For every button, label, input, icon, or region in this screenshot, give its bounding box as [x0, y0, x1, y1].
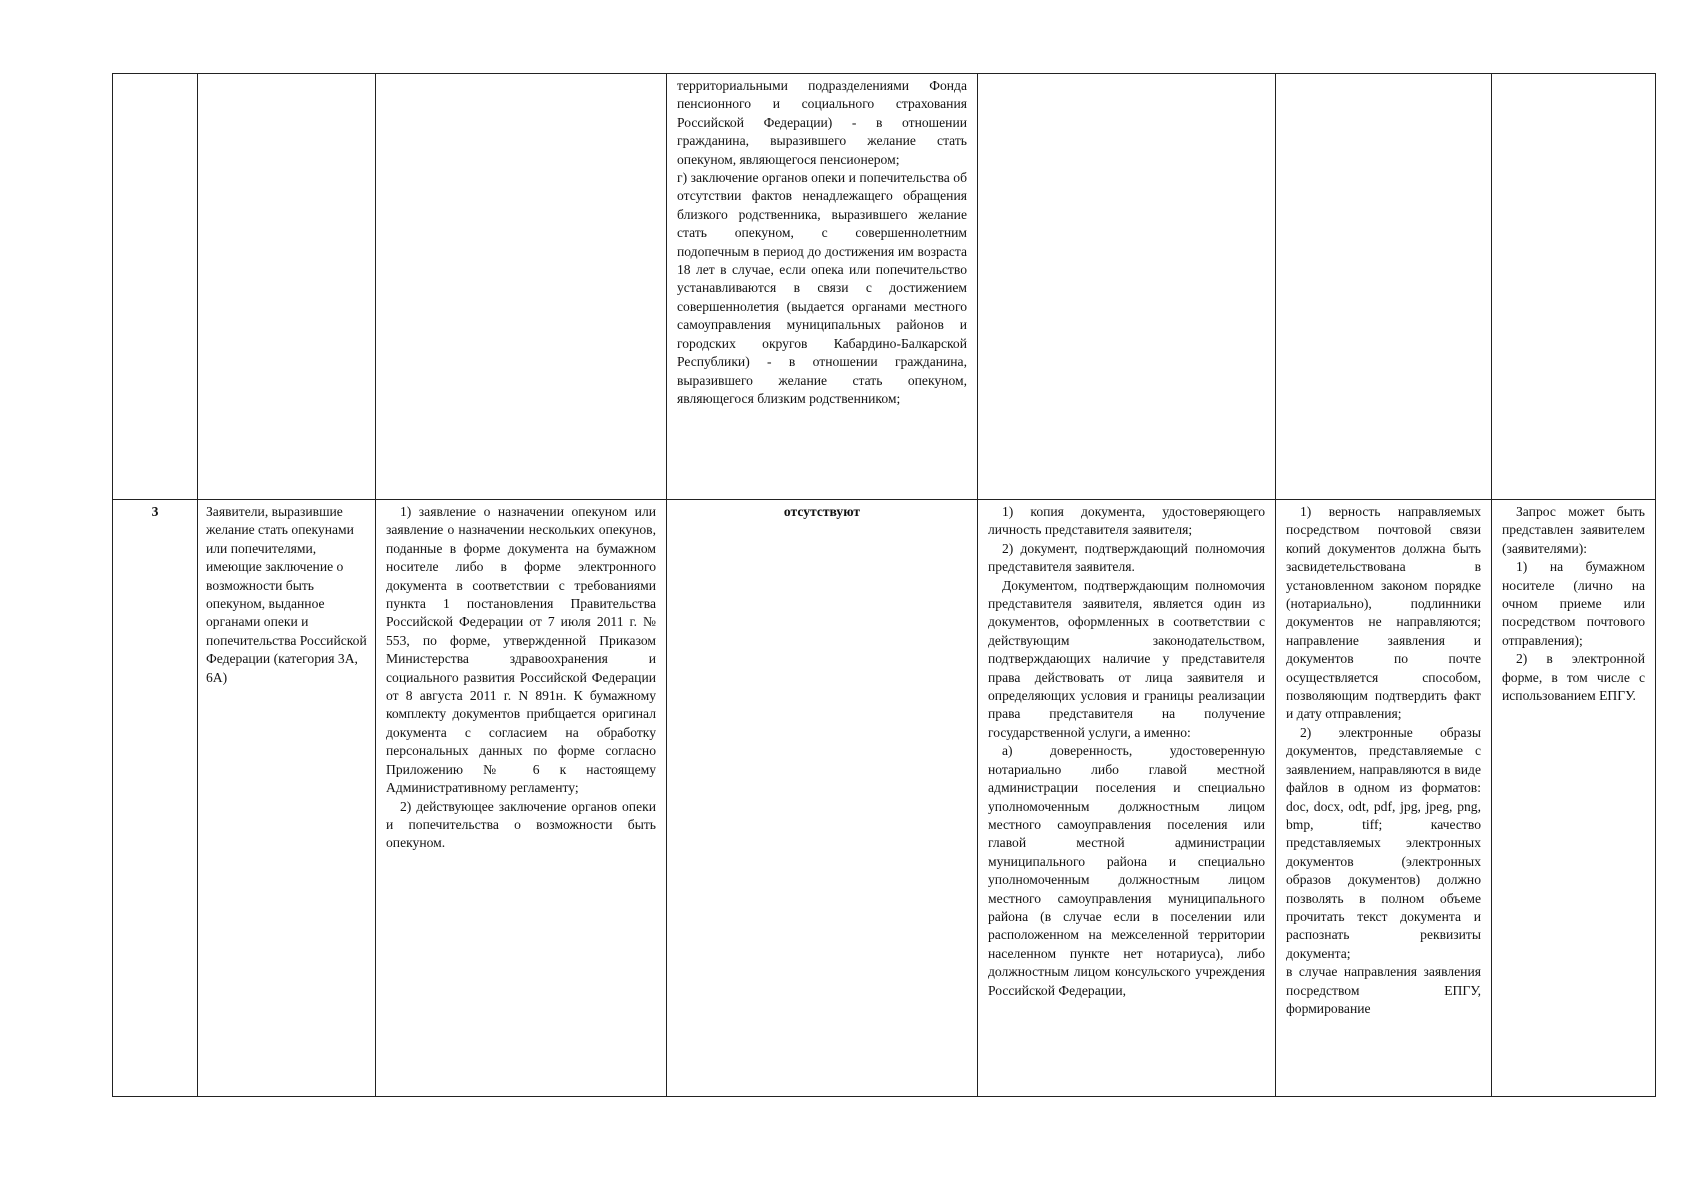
interagency-continuation-text: территориальными подразделениями Фонда пенсионного и социального страхования Российской Федерации) - в отношении гражданина, выразившего желание стать опекуном, являющегося пенсионером; г) заключение органов опеки и попечительства об отсутствии фактов ненадлежащего обращения близкого родственника, выразившего желание стать опекуном, с совершеннолетним подопечным в период до достижения им возраста 18 лет в случае, если опека или попечительство устанавливаются в связи с достижением совершеннолетия (выдается органами местного самоуправления муниципальных районов и городских округов Кабардино-Балкарской Республики) - в отношении гражданина, выразившего желание стать опекуном, являющегося близким родственником; — [677, 78, 967, 406]
requirements-item-3: в случае направления заявления посредством ЕПГУ, формирование — [1286, 964, 1481, 1016]
representative-item-1: 1) копия документа, удостоверяющего личность представителя заявителя; — [988, 504, 1265, 538]
cell-applicants — [198, 500, 376, 1097]
cell-interagency-continuation — [667, 74, 978, 500]
submission-item-1: Запрос может быть представлен заявителем (заявителями): — [1502, 504, 1645, 556]
cell-interagency — [667, 500, 978, 1097]
cell-documents-empty — [376, 74, 667, 500]
table-row-3 — [113, 500, 1656, 1097]
table-row-continuation — [113, 74, 1656, 500]
cell-submission — [1492, 500, 1656, 1097]
cell-representative-empty — [978, 74, 1276, 500]
documents-item-2: 2) действующее заключение органов опеки и попечительства о возможности быть опекуном. — [386, 798, 656, 851]
requirements-item-2: 2) электронные образы документов, представляемые с заявлением, направляются в виде файлов в одном из форматов: doc, docx, odt, pdf, jpg, jpeg, png, bmp, tiff; качество представляемых электронных документов (электронных образов документов) должно позволять в полном объеме прочитать текст документа и распознать реквизиты документа; — [1286, 724, 1481, 961]
applicants-text: Заявители, выразившие желание стать опекунами или попечителями, имеющие заключение о возможности быть опекуном, выданное органами опеки и попечительства Российской Федерации (категория 3А, 6А) — [206, 504, 367, 685]
representative-item-2: 2) документ, подтверждающий полномочия представителя заявителя. — [988, 540, 1265, 575]
cell-documents — [376, 500, 667, 1097]
representative-item-4: а) доверенность, удостоверенную нотариально либо главой местной администрации поселения и специально уполномоченным должностным лицом местного самоуправления поселения или главой местной администрации муниципального района и специально уполномоченным должностным лицом местного самоуправления муниципального района (в случае если в поселении или расположенном на межселенной территории населенном пункте нет нотариуса), либо должностным лицом консульского учреждения Российской Федерации, — [988, 743, 1265, 998]
cell-row-number — [113, 500, 198, 1097]
submission-item-2: 1) на бумажном носителе (лично на очном приеме или посредством почтового отправления); — [1502, 559, 1645, 648]
cell-requirements — [1276, 500, 1492, 1097]
regulation-table — [112, 73, 1656, 1097]
documents-item-1: 1) заявление о назначении опекуном или заявление о назначении нескольких опекунов, поданные в форме документа на бумажном носителе либо в форме электронного документа в соответствии с требованиями пункта 1 постановления Правительства Российской Федерации от 7 июля 2011 г. № 553, по форме, утвержденной Приказом Министерства здравоохранения и социального развития Российской Федерации от 8 августа 2011 г. N 891н. К бумажному комплекту документов прибщается оригинал документа с согласием на обработку персональных данных по форме согласно Приложению № 6 к настоящему Административному регламенту; — [386, 504, 656, 796]
representative-item-3: Документом, подтверждающим полномочия представителя заявителя, является один из документов, оформленных в соответствии с действующим законодательством, подтверждающих наличие у представителя права действовать от лица заявителя и определяющих условия и границы реализации права представителя на получение государственной услуги, а именно: — [988, 577, 1265, 740]
cell-requirements-empty — [1276, 74, 1492, 500]
cell-number-empty — [113, 74, 198, 500]
interagency-text: отсутствуют — [783, 504, 861, 519]
row-number: 3 — [151, 504, 159, 519]
cell-applicants-empty — [198, 74, 376, 500]
cell-representative-docs — [978, 500, 1276, 1097]
cell-submission-empty — [1492, 74, 1656, 500]
submission-item-3: 2) в электронной форме, в том числе с использованием ЕПГУ. — [1502, 651, 1645, 704]
requirements-item-1: 1) верность направляемых посредством почтовой связи копий документов должна быть засвидетельствована в установленном законом порядке (нотариально), подлинники документов не направляются; направление заявления и документов по почте осуществляется способом, позволяющим подтвердить факт и дату отправления; — [1286, 504, 1481, 722]
